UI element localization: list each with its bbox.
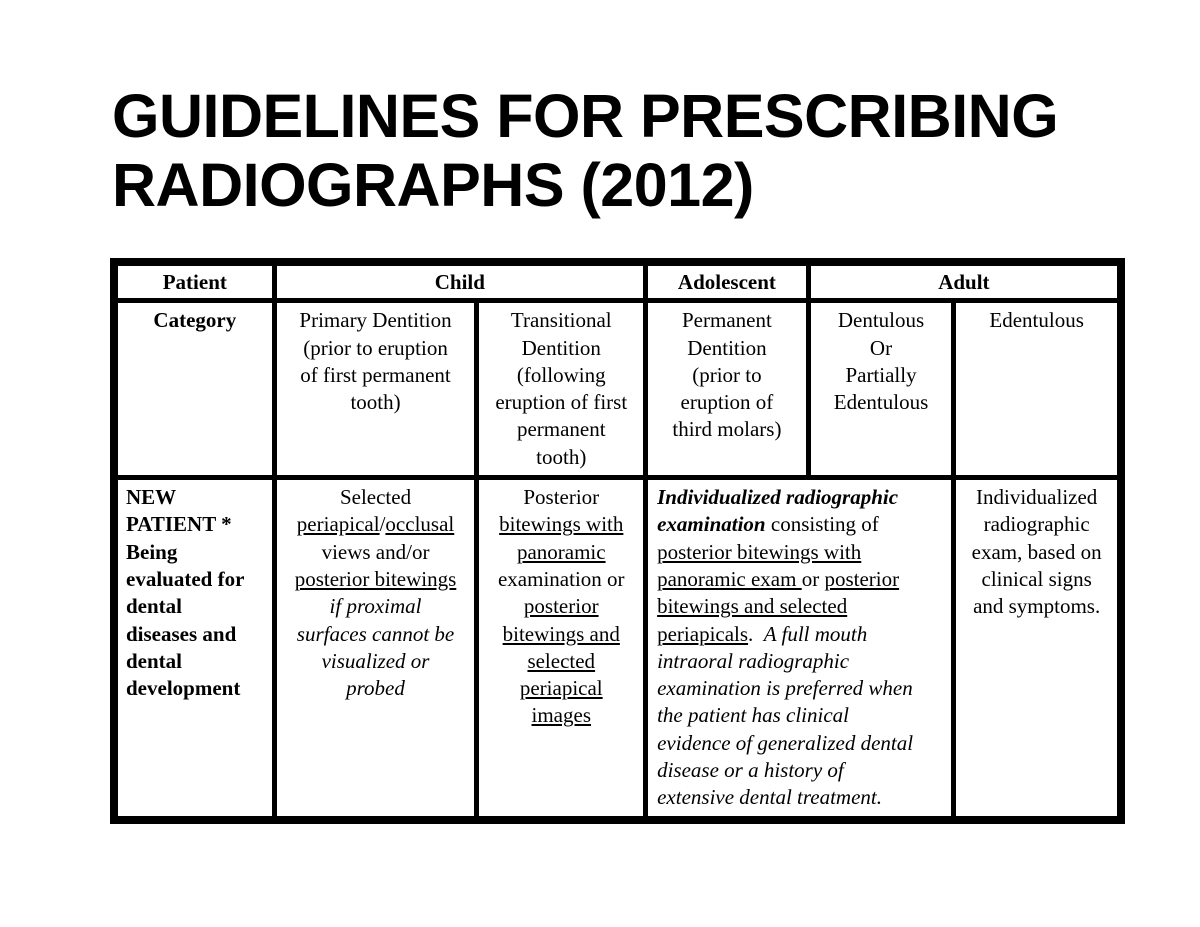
underlined-text: bitewings and selected (657, 594, 848, 619)
title-line-2: RADIOGRAPHS (2012) (112, 151, 754, 219)
cell-line (485, 702, 637, 729)
cell-line: of first permanent (300, 362, 451, 387)
cell-line: examination or (497, 566, 625, 591)
radiograph-guidelines-table (110, 258, 1125, 824)
cell-line: Individualized radiographic (657, 485, 899, 510)
cell-line: Individualized (976, 485, 1098, 510)
cell-line: eruption of first (495, 390, 628, 415)
header-adult: Adult (811, 266, 1117, 298)
cell-line: clinical signs (981, 566, 1092, 591)
category-dentulous (811, 303, 952, 475)
cell-line: dental (126, 594, 183, 619)
cell-line: views and/or (321, 539, 430, 564)
new-patient-row (118, 480, 1117, 816)
plain-text: or (801, 566, 825, 591)
cell-line: visualized or (321, 648, 430, 673)
cell-line: evaluated for (126, 566, 245, 591)
underlined-text: posterior bitewings (294, 566, 457, 591)
cell-line: Dentulous (837, 308, 925, 333)
cell-line: Posterior (523, 485, 600, 510)
cell-line: diseases and (126, 621, 237, 646)
underlined-text: selected (527, 648, 596, 673)
cell-line: Dentition (521, 335, 601, 360)
underlined-text: panoramic exam (657, 566, 802, 591)
title-line-1: GUIDELINES FOR PRESCRIBING (112, 82, 1059, 150)
new-patient-edentulous (956, 480, 1117, 816)
cell-line: Dentition (687, 335, 767, 360)
cell-line: permanent (516, 417, 606, 442)
cell-line (485, 593, 637, 620)
cell-line: eruption of (680, 390, 774, 415)
header-adolescent: Adolescent (648, 266, 806, 298)
category-row (118, 303, 1117, 475)
cell-line: tooth) (350, 390, 401, 415)
cell-line (485, 621, 637, 648)
cell-line: Being (126, 539, 178, 564)
cell-line: extensive dental treatment. (657, 785, 882, 810)
underlined-text: periapical (296, 512, 380, 537)
category-primary-dentition (277, 303, 475, 475)
cell-line: development (126, 676, 241, 701)
cell-line: Edentulous (989, 308, 1084, 333)
new-patient-permanent (648, 480, 951, 816)
underlined-text: periapicals (657, 621, 749, 646)
cell-line (283, 511, 469, 538)
slash-text: / (379, 512, 386, 537)
underlined-text: images (531, 703, 591, 728)
emphasis-text: examination (657, 512, 766, 537)
cell-line: radiographic (983, 512, 1090, 537)
plain-text: consisting of (765, 512, 879, 537)
cell-line: disease or a history of (657, 758, 844, 783)
cell-line (657, 593, 945, 620)
cell-line (485, 511, 637, 538)
cell-line: PATIENT * (126, 512, 232, 537)
cell-line: (following (516, 362, 606, 387)
cell-line: Primary Dentition (299, 308, 452, 333)
category-permanent-dentition (648, 303, 806, 475)
cell-line: Selected (339, 485, 412, 510)
cell-line: tooth) (536, 444, 587, 469)
underlined-text: posterior (824, 566, 900, 591)
new-patient-transitional (479, 480, 643, 816)
plain-text: . (748, 621, 764, 646)
cell-line: probed (346, 676, 405, 701)
cell-line (485, 675, 637, 702)
cell-line: Transitional (510, 308, 612, 333)
underlined-text: periapical (519, 676, 603, 701)
cell-line (485, 539, 637, 566)
new-patient-label (118, 480, 272, 816)
cell-line (657, 566, 945, 593)
category-label: Category (118, 303, 272, 475)
underlined-text: posterior (523, 594, 599, 619)
category-transitional-dentition (479, 303, 643, 475)
cell-line: third molars) (672, 417, 782, 442)
cell-line: the patient has clinical (657, 703, 849, 728)
cell-line (657, 539, 945, 566)
cell-line: (prior to (692, 362, 762, 387)
cell-line: Permanent (682, 308, 772, 333)
cell-line (657, 511, 945, 538)
cell-line: (prior to eruption (303, 335, 448, 360)
cell-line: exam, based on (971, 539, 1102, 564)
underlined-text: bitewings with (499, 512, 624, 537)
cell-line: Edentulous (833, 390, 929, 415)
new-patient-primary (277, 480, 475, 816)
category-edentulous (956, 303, 1117, 475)
underlined-text: bitewings and (502, 621, 620, 646)
cell-line: examination is preferred when (657, 676, 913, 701)
cell-line: dental (126, 648, 183, 673)
table-header-row (118, 266, 1117, 298)
cell-line (485, 648, 637, 675)
cell-line: evidence of generalized dental (657, 730, 914, 755)
underlined-text: occlusal (385, 512, 455, 537)
header-child: Child (277, 266, 643, 298)
cell-line: intraoral radiographic (657, 648, 850, 673)
cell-line: Or (869, 335, 893, 360)
underlined-text: posterior bitewings with (657, 539, 862, 564)
page-title (112, 82, 1152, 220)
cell-line (283, 566, 469, 593)
cell-line: if proximal (329, 594, 422, 619)
cell-line (657, 621, 945, 648)
italic-text: A full mouth (763, 621, 868, 646)
header-patient: Patient (118, 266, 272, 298)
cell-line: Partially (845, 362, 917, 387)
underlined-text: panoramic (516, 539, 606, 564)
cell-line: surfaces cannot be (296, 621, 455, 646)
cell-line: and symptoms. (973, 594, 1101, 619)
cell-line: NEW (126, 485, 177, 510)
